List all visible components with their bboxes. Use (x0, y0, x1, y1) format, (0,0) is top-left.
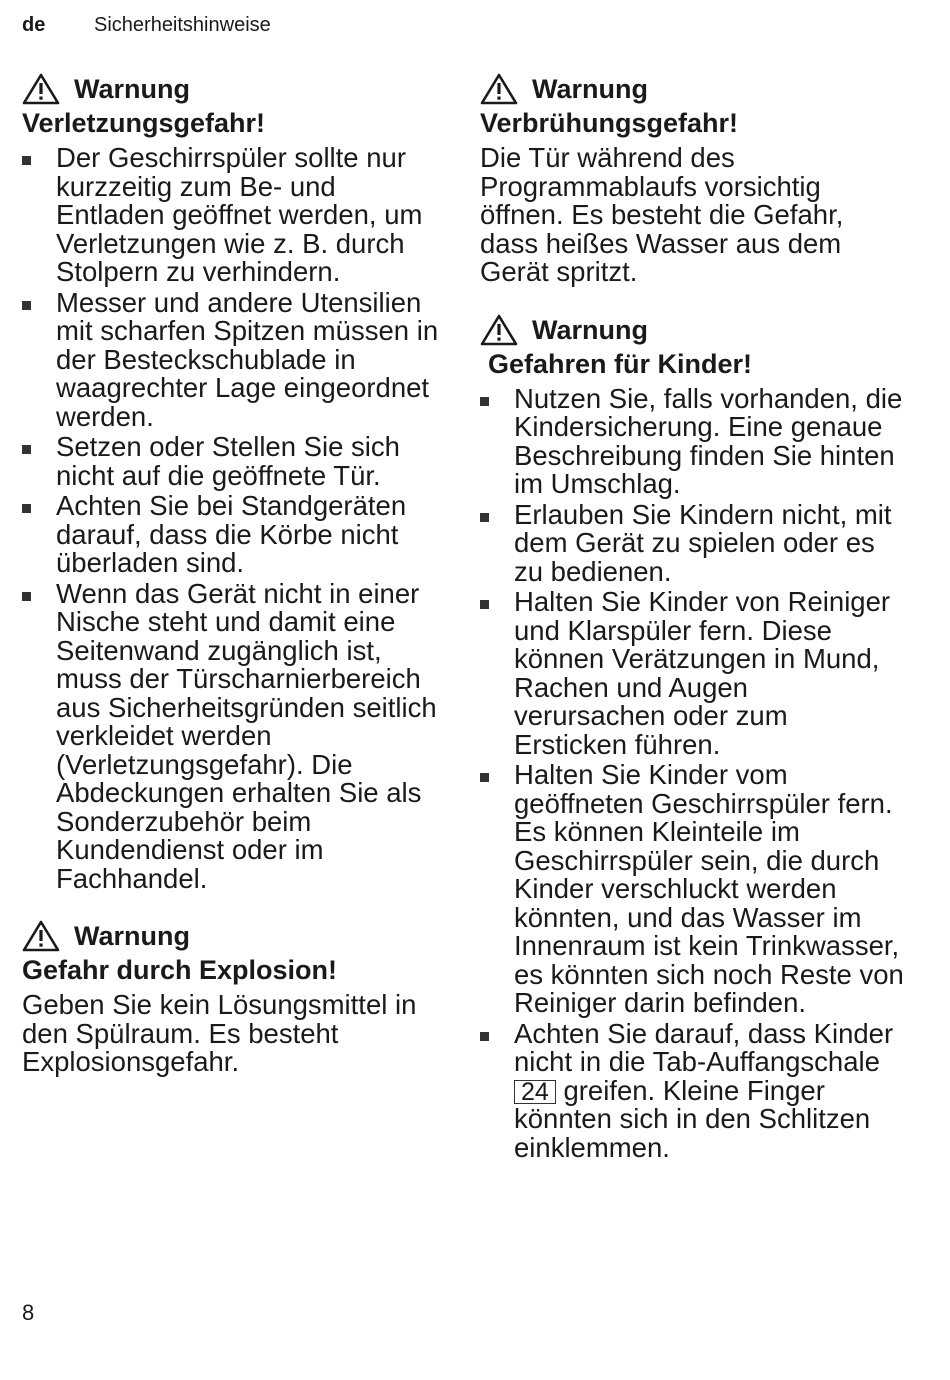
bullet-list (480, 382, 905, 1163)
warning-label: Warnung (532, 314, 648, 345)
list-item: Halten Sie Kinder von Reiniger und Klarspüler fern. Diese können Verätzungen in Mund, Rachen und Augen verursachen oder zum Ersticken führen. (480, 588, 905, 759)
bullet-square-icon (480, 600, 489, 609)
warning-label: Warnung (74, 921, 190, 951)
bullet-list (22, 144, 442, 893)
section-title: Sicherheitshinweise (94, 14, 271, 36)
warning-block-scalding (480, 72, 905, 287)
language-code: de (22, 14, 46, 36)
right-column (480, 72, 905, 1188)
bullet-square-icon (480, 773, 489, 782)
bullet-square-icon (480, 513, 489, 522)
bullet-square-icon (22, 592, 31, 601)
hazard-title: Verbrühungsgefahr! (480, 108, 739, 138)
warning-triangle-icon (22, 73, 60, 105)
list-item: Der Geschirrspüler sollte nur kurzzeitig zum Be- und Entladen geöffnet werden, um Verletzungen wie z. B. durch Stolpern zu verhindern. (22, 144, 442, 287)
bullet-square-icon (22, 445, 31, 454)
bullet-square-icon (22, 301, 31, 310)
warning-text: Die Tür während des Programmablaufs vorsichtig öffnen. Es besteht die Gefahr, dass heißes Wasser aus dem Gerät spritzt. (480, 142, 844, 287)
list-item: Nutzen Sie, falls vorhanden, die Kindersicherung. Eine genaue Beschreibung finden Sie hinten im Umschlag. (480, 385, 905, 499)
warning-text: Geben Sie kein Lösungsmittel in den Spülraum. Es besteht Explosionsgefahr. (22, 989, 417, 1077)
list-item: Setzen oder Stellen Sie sich nicht auf die geöffnete Tür. (22, 433, 442, 490)
list-item: Halten Sie Kinder vom geöffneten Geschirrspüler fern. Es können Kleinteile im Geschirrspüler sein, die durch Kinder verschluckt werden könnten, und das Wasser im Innenraum ist kein Trinkwasser, es könnten sich noch Reste von Reiniger darin befinden. (480, 761, 905, 1018)
hazard-title: Verletzungsgefahr! (22, 108, 266, 138)
bullet-square-icon (22, 504, 31, 513)
hazard-title: Gefahren für Kinder! (488, 348, 753, 379)
hazard-title: Gefahr durch Explosion! (22, 955, 338, 985)
warning-heading (22, 72, 442, 106)
warning-heading (480, 313, 905, 347)
bullet-square-icon (480, 1032, 489, 1041)
list-item: Achten Sie bei Standgeräten darauf, dass die Körbe nicht überladen sind. (22, 492, 442, 578)
bullet-square-icon (480, 397, 489, 406)
warning-triangle-icon (480, 73, 518, 105)
list-item: Achten Sie darauf, dass Kinder nicht in die Tab-Auffangschale 24 greifen. Kleine Finger könnten sich in den Schlitzen einklemmen. (480, 1020, 905, 1163)
warning-label: Warnung (74, 74, 190, 104)
list-item: Messer und andere Utensilien mit scharfen Spitzen müssen in der Besteckschublade in waagrechter Lage eingeordnet werden. (22, 289, 442, 432)
warning-block-injury (22, 72, 442, 893)
page-header (22, 14, 271, 42)
warning-triangle-icon (480, 314, 518, 346)
part-reference-number: 24 (514, 1080, 556, 1104)
warning-label: Warnung (532, 74, 648, 104)
left-column (22, 72, 442, 1103)
warning-block-explosion (22, 919, 442, 1077)
warning-heading (480, 72, 905, 106)
list-item: Wenn das Gerät nicht in einer Nische steht und damit eine Seitenwand zugänglich ist, muss der Türscharnierbereich aus Sicherheitsgründen seitlich verkleidet werden (Verletzungsgefahr). Die Abdeckungen erhalten Sie als Sonderzubehör beim Kundendienst oder im Fachhandel. (22, 580, 442, 894)
page-number: 8 (22, 1300, 35, 1325)
warning-triangle-icon (22, 920, 60, 952)
warning-block-children (480, 313, 905, 1163)
bullet-square-icon (22, 156, 31, 165)
warning-heading (22, 919, 442, 953)
list-item: Erlauben Sie Kindern nicht, mit dem Gerät zu spielen oder es zu bedienen. (480, 501, 905, 587)
